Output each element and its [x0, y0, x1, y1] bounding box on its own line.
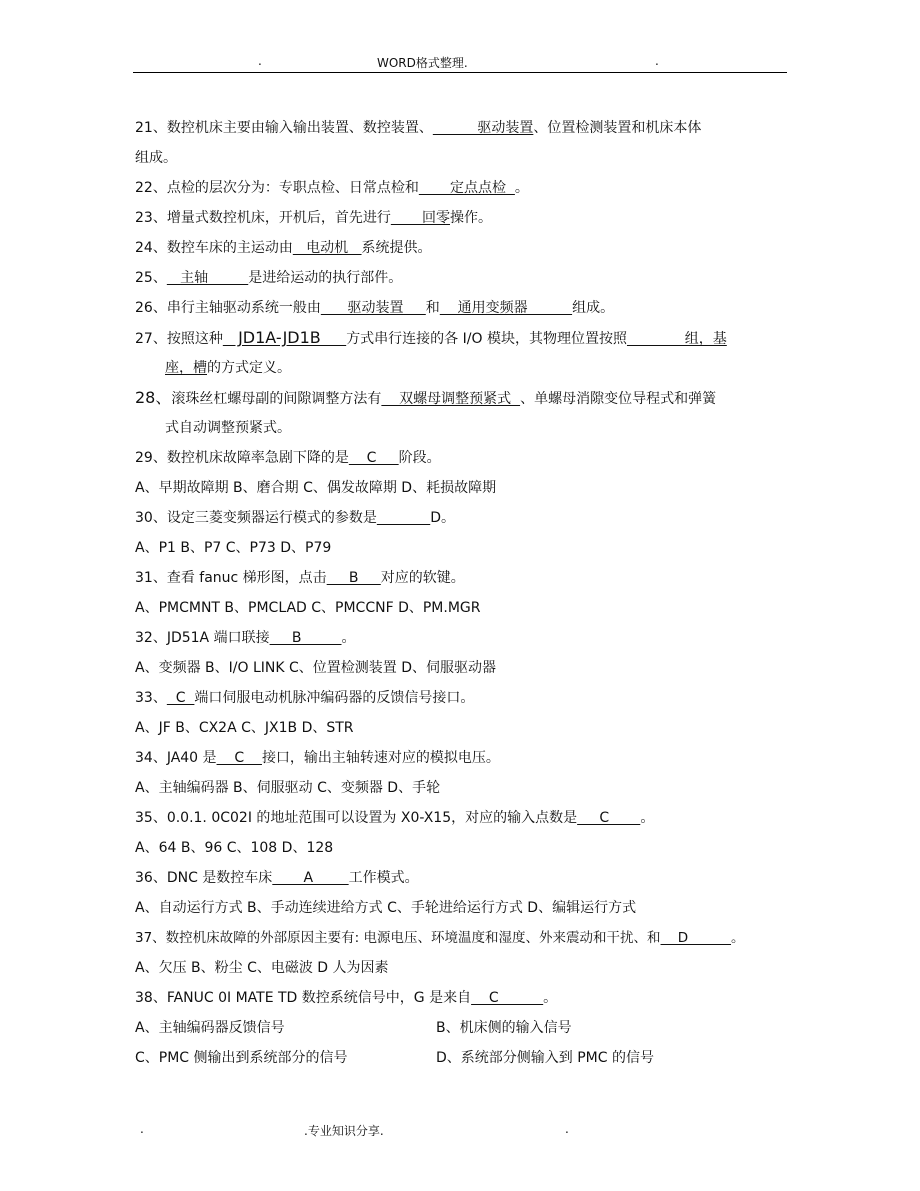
answer-27b: 组，基	[626, 331, 727, 347]
answer-31: B	[326, 570, 381, 586]
answer-26b: 通用变频器	[439, 300, 573, 316]
answer-21: 驱动装置	[432, 120, 534, 136]
options-30: A、P1 B、P7 C、P73 D、P79	[135, 540, 332, 556]
footer-dot-left: .	[140, 1122, 144, 1136]
question-29: 29、数控机床故障率急剧下降的是 C 阶段。	[135, 450, 441, 466]
question-26: 26、串行主轴驱动系统一般由 驱动装置 和 通用变频器 组成。	[135, 300, 615, 316]
answer-29: C	[348, 450, 399, 466]
footer-dot-right: .	[565, 1122, 569, 1136]
question-30: 30、设定三菱变频器运行模式的参数是 D。	[135, 510, 456, 526]
question-24: 24、数控车床的主运动由 电动机 系统提供。	[135, 240, 432, 256]
question-23: 23、增量式数控机床，开机后，首先进行 回零操作。	[135, 210, 492, 226]
question-21: 21、数控机床主要由输入输出装置、数控装置、 驱动装置、位置检测装置和机床本体	[135, 120, 702, 136]
answer-37: D	[660, 930, 732, 946]
option-38d: D、系统部分侧输入到 PMC 的信号	[436, 1050, 654, 1066]
answer-30	[377, 510, 430, 526]
option-38b: B、机床侧的输入信号	[436, 1020, 572, 1036]
question-28-continued: 式自动调整预紧式。	[165, 420, 291, 436]
question-38: 38、FANUC 0I MATE TD 数控系统信号中，G 是来自 C 。	[135, 990, 558, 1006]
answer-36: A	[272, 870, 349, 886]
options-31: A、PMCMNT B、PMCLAD C、PMCCNF D、PM.MGR	[135, 600, 481, 616]
answer-25: 主轴	[166, 270, 249, 286]
question-22: 22、点检的层次分为：专职点检、日常点检和 定点点检 。	[135, 180, 529, 196]
answer-27a: JD1A-JD1B	[222, 328, 347, 347]
answer-22: 定点点检	[418, 180, 515, 196]
answer-23: 回零	[390, 210, 450, 226]
question-27-continued: 座，槽的方式定义。	[165, 360, 291, 376]
option-38c: C、PMC 侧输出到系统部分的信号	[135, 1050, 348, 1066]
question-34: 34、JA40 是 C 接口，输出主轴转速对应的模拟电压。	[135, 750, 500, 766]
options-36: A、自动运行方式 B、手动连续进给方式 C、手轮进给运行方式 D、编辑运行方式	[135, 900, 637, 916]
option-38a: A、主轴编码器反馈信号	[135, 1020, 285, 1036]
options-35: A、64 B、96 C、108 D、128	[135, 840, 334, 856]
options-29: A、早期故障期 B、磨合期 C、偶发故障期 D、耗损故障期	[135, 480, 497, 496]
answer-26a: 驱动装置	[320, 300, 426, 316]
page-header	[133, 52, 787, 73]
options-34: A、主轴编码器 B、伺服驱动 C、变频器 D、手轮	[135, 780, 441, 796]
question-37: 37、数控机床故障的外部原因主要有: 电源电压、环境温度和湿度、外来震动和干扰、和 D 。	[135, 930, 745, 946]
header-dot-left: .	[258, 54, 262, 68]
question-33: 33、 C 端口伺服电动机脉冲编码器的反馈信号接口。	[135, 690, 475, 706]
options-32: A、变频器 B、I/O LINK C、位置检测装置 D、伺服驱动器	[135, 660, 496, 676]
answer-33: C	[166, 690, 195, 706]
footer-center: .专业知识分享.	[304, 1124, 384, 1138]
header-dot-right: .	[655, 54, 659, 68]
answer-28: 双螺母调整预紧式	[381, 391, 521, 407]
answer-38: C	[471, 990, 544, 1006]
answer-32: B	[269, 630, 342, 646]
answer-27c: 座，槽	[165, 360, 207, 376]
question-31: 31、查看 fanuc 梯形图，点击 B 对应的软键。	[135, 570, 465, 586]
question-36: 36、DNC 是数控车床 A 工作模式。	[135, 870, 419, 886]
question-25: 25、 主轴 是进给运动的执行部件。	[135, 270, 403, 286]
options-33: A、JF B、CX2A C、JX1B D、STR	[135, 720, 354, 736]
options-37: A、欠压 B、粉尘 C、电磁波 D 人为因素	[135, 960, 389, 976]
header-title: WORD格式整理.	[377, 56, 468, 70]
question-35: 35、0.0.1. 0C02I 的地址范围可以设置为 X0-X15，对应的输入点数是 C 。	[135, 810, 655, 826]
question-28: 28、滚珠丝杠螺母副的间隙调整方法有 双螺母调整预紧式 、单螺母消隙变位导程式和弹簧	[135, 388, 717, 407]
answer-35: C	[577, 810, 641, 826]
answer-24: 电动机	[292, 240, 362, 256]
answer-34: C	[216, 750, 262, 766]
question-27: 27、按照这种 JD1A-JD1B 方式串行连接的各 I/O 模块，其物理位置按照 组，基	[135, 328, 727, 347]
question-21-continued: 组成。	[135, 150, 177, 166]
question-32: 32、JD51A 端口联接 B 。	[135, 630, 356, 646]
